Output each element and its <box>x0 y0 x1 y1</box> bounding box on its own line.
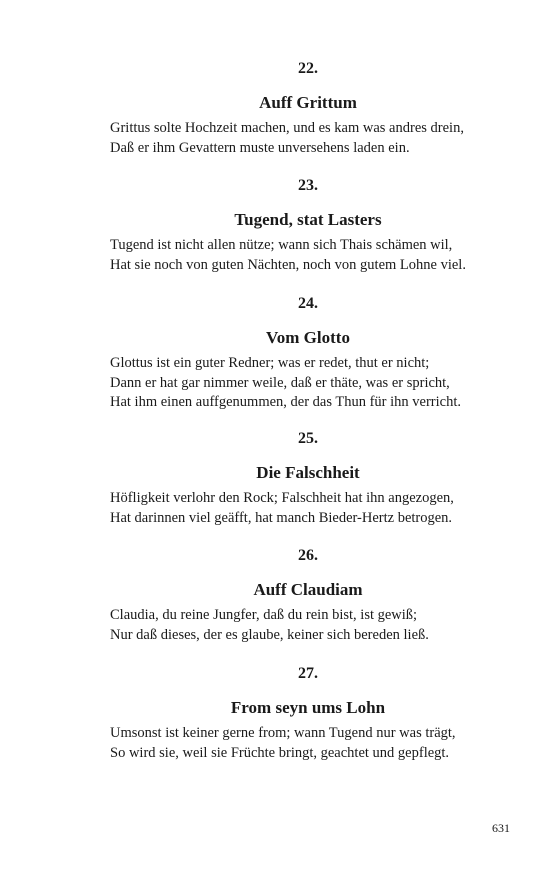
poem-verses <box>110 119 510 158</box>
poem-verses <box>110 724 510 763</box>
page-number: 631 <box>492 821 510 835</box>
poem-number: 25. <box>298 430 318 447</box>
verse-line: Hat darinnen viel geäfft, hat manch Bieder-Hertz betrogen. <box>110 509 453 526</box>
verse-line: Tugend ist nicht allen nütze; wann sich Thais schämen wil, <box>110 237 453 253</box>
verse-line: Daß er ihm Gevattern muste unversehens laden ein. <box>110 139 410 156</box>
poem-number: 27. <box>298 665 318 682</box>
poem-title: Vom Glotto <box>266 328 350 347</box>
poem-number: 24. <box>298 295 318 312</box>
verse-line: Höfligkeit verlohr den Rock; Falschheit hat ihn angezogen, <box>110 490 454 506</box>
verse-line: Grittus solte Hochzeit machen, und es kam was andres drein, <box>110 120 464 136</box>
verse-line: So wird sie, weil sie Früchte bringt, geachtet und gepflegt. <box>110 744 450 761</box>
poem-title: Die Falschheit <box>256 463 360 482</box>
poem-title: Tugend, stat Lasters <box>234 210 382 229</box>
verse-line: Glottus ist ein guter Redner; was er redet, thut er nicht; <box>110 355 430 371</box>
verse-line: Hat ihm einen auffgenummen, der das Thun für ihn verricht. <box>110 394 461 410</box>
verse-line: Dann er hat gar nimmer weile, daß er thäte, was er spricht, <box>110 374 450 391</box>
poem-number: 26. <box>298 547 318 564</box>
poem-number: 22. <box>298 60 318 77</box>
poem-title: Auff Claudiam <box>253 580 363 599</box>
poem-verses <box>110 354 510 413</box>
poem-title: Auff Grittum <box>259 93 357 112</box>
verse-line: Umsonst ist keiner gerne from; wann Tugend nur was trägt, <box>110 725 456 741</box>
verse-line: Nur daß dieses, der es glaube, keiner sich bereden ließ. <box>110 626 429 643</box>
poem-verses <box>110 489 510 528</box>
poem-title: From seyn ums Lohn <box>230 698 386 717</box>
poem-number: 23. <box>298 177 318 194</box>
poem-verses <box>110 236 510 275</box>
verse-line: Hat sie noch von guten Nächten, noch von gutem Lohne viel. <box>110 256 466 273</box>
poem-verses <box>110 606 510 645</box>
verse-line: Claudia, du reine Jungfer, daß du rein bist, ist gewiß; <box>110 607 418 623</box>
